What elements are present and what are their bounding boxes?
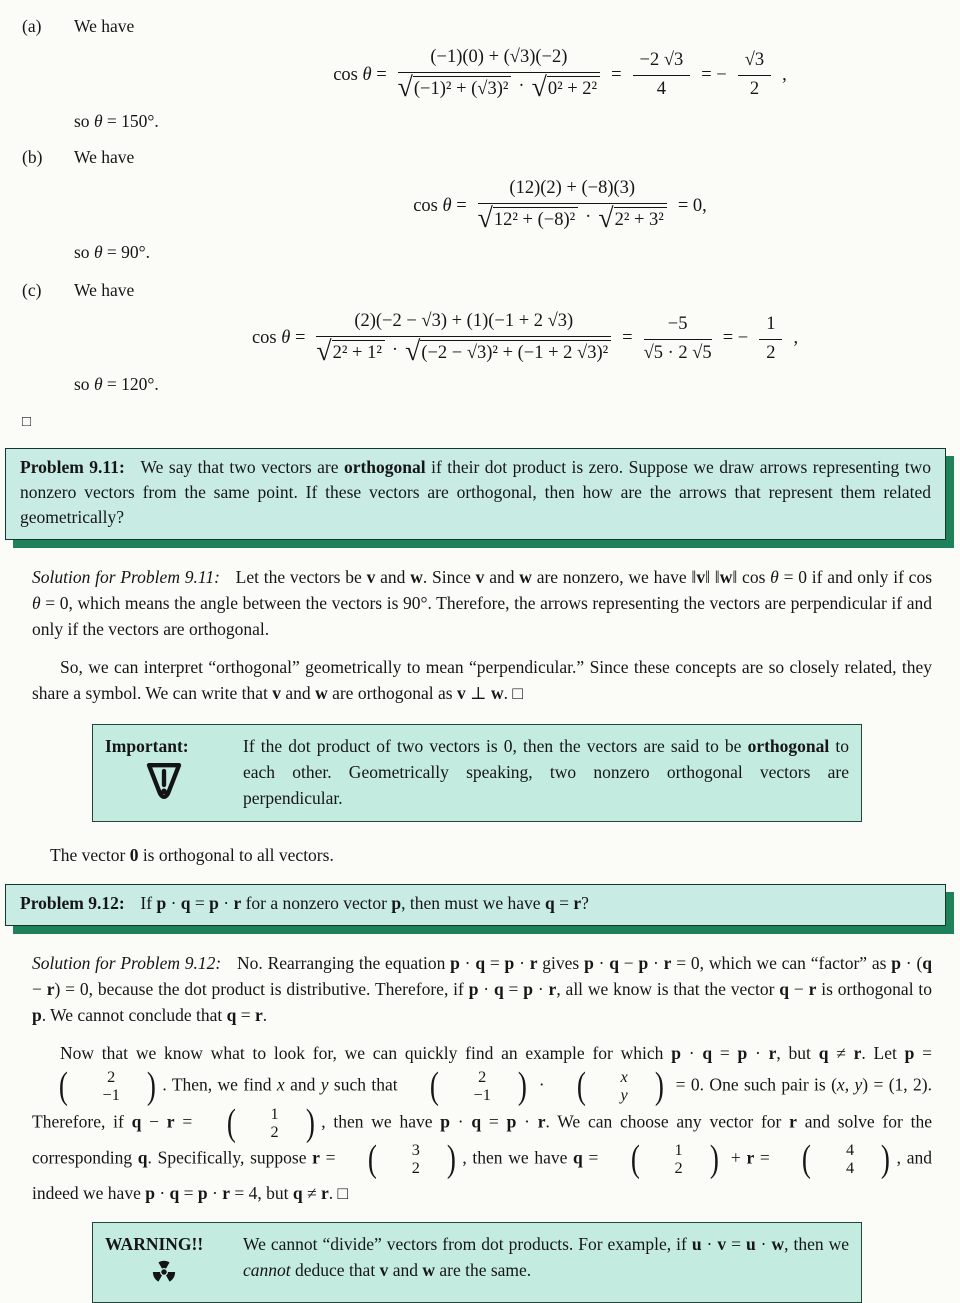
denominator: 2 <box>749 79 760 100</box>
denominator: 4 <box>656 79 667 100</box>
column-vector: ( 2 −1 ) <box>33 1068 161 1104</box>
problem-9-11-box <box>5 448 946 540</box>
numerator: (2)(−2 − √3) + (1)(−1 + 2 √3) <box>316 311 611 337</box>
right-paren-icon: ) <box>517 1065 527 1108</box>
important-label-column <box>105 733 223 811</box>
equation-a-lhs: cos θ = <box>333 64 387 85</box>
equation-b-lhs: cos θ = <box>413 195 467 216</box>
column-vector: ( 1 2 ) <box>605 1141 724 1177</box>
numerator: −5 <box>644 314 712 340</box>
warning-label: WARNING!! <box>105 1233 204 1254</box>
solution-9-12-paragraph-1: Solution for Problem 9.12: No. Rearranging the equation p · q = p · r gives p · q − p · r = 0, which we can “factor” as p · (q − r) = 0, because the dot product is distributive. Therefore, if p · q = p · r, all we know is that the vector q − r is orthogonal to p. We cannot conclude that q = r. <box>32 953 933 1026</box>
part-b-label: (b) <box>22 146 43 167</box>
equation-c-lhs: cos θ = <box>251 328 306 349</box>
equals-sign: = <box>622 328 633 349</box>
radicand: (−1)² + (√3)² <box>413 76 512 104</box>
equation-b-result: = 0, <box>677 195 707 216</box>
part-c-result: so θ = 120°. <box>74 374 159 395</box>
trailing-comma: , <box>793 328 799 349</box>
zero-vector-note: The vector 0 is orthogonal to all vectors. <box>50 845 334 866</box>
left-paren-icon: ( <box>802 1138 812 1180</box>
denominator <box>478 204 667 235</box>
denominator: 2 <box>766 342 776 363</box>
denominator <box>398 73 600 104</box>
part-b-lead: We have <box>74 146 135 167</box>
right-paren-icon: ) <box>709 1138 719 1180</box>
left-paren-icon: ( <box>576 1065 586 1108</box>
right-paren-icon: ) <box>146 1065 156 1108</box>
numerator: (−1)(0) + (√3)(−2) <box>398 47 600 73</box>
trailing-comma: , <box>782 64 787 85</box>
denominator: √5 · 2 √5 <box>643 342 712 363</box>
part-a-label: (a) <box>22 16 42 36</box>
radicand: 12² + (−8)² <box>493 207 578 235</box>
equation-c <box>120 311 930 368</box>
column-vector: ( 1 2 ) <box>201 1105 320 1141</box>
fraction <box>738 50 771 100</box>
denominator <box>316 337 611 368</box>
important-label: Important: <box>105 736 189 757</box>
solution-9-11-paragraph-1: Solution for Problem 9.11: Let the vectors be v and w. Since v and w are nonzero, we have ‖v‖ ‖w‖ cos θ = 0 if and only if cos θ = 0, which means the angle between the vectors is 90°. Therefore, the arrows representing the vectors are perpendicular if and only if the vectors are orthogonal. <box>32 567 933 640</box>
warning-box <box>92 1222 862 1303</box>
part-b <box>0 147 930 171</box>
right-paren-icon: ) <box>446 1138 456 1180</box>
fraction <box>398 47 600 104</box>
part-a-result: so θ = 150°. <box>74 110 159 131</box>
solution-9-12-paragraph-2: Now that we know what to look for, we can quickly find an example for which p · q = p · r, but q ≠ r. Let p = ( 2 −1 ) . Then, we find x and y such that ( 2 −1 ) · ( x y ) = 0. One such pair is (x, y) = (1, 2). Therefore, if q − r = ( 1 2 ) , then we have p · q = p · r. We can choose any vector for r and solve for the corresponding q. Specifically, suppose r = ( 3 2 ) , then we have q = ( 1 2 ) + r = ( 4 4 ) , and indeed we have p · q = p · r = 4, but q ≠ r. □ <box>32 1043 933 1203</box>
sqrt-expression <box>397 72 512 104</box>
left-paren-icon: ( <box>58 1065 68 1108</box>
sqrt-icon: √ <box>405 335 421 367</box>
numerator: (12)(2) + (−8)(3) <box>478 178 667 204</box>
radicand: (−2 − √3)² + (−1 + 2 √3)² <box>420 340 611 368</box>
cdot-operator: · <box>391 339 399 360</box>
part-c-label: (c) <box>22 279 42 300</box>
sqrt-icon: √ <box>598 202 614 234</box>
left-paren-icon: ( <box>429 1065 439 1108</box>
equation-b <box>190 178 930 235</box>
sqrt-expression <box>316 335 385 368</box>
important-body: If the dot product of two vectors is 0, then the vectors are said to be orthogonal to each other. Geometrically speaking, two nonzero orthogonal vectors are perpendicular. <box>243 736 849 809</box>
sqrt-expression <box>405 335 611 368</box>
equation-a <box>190 47 930 104</box>
column-vector: ( x y ) <box>551 1068 669 1104</box>
solution-9-11-paragraph-2: So, we can interpret “orthogonal” geometrically to mean “perpendicular.” Since these concepts are so closely related, they share a symbol. We can write that v and w are orthogonal as v ⊥ w. □ <box>32 657 932 704</box>
radicand: 2² + 1² <box>332 340 385 368</box>
part-c <box>0 280 930 304</box>
important-box <box>92 724 862 822</box>
column-vector: ( 4 4 ) <box>776 1141 895 1177</box>
numerator: 1 <box>759 314 782 340</box>
sqrt-expression <box>477 202 579 235</box>
problem-9-11-text: Problem 9.11: We say that two vectors are orthogonal if their dot product is zero. Suppose we draw arrows representing two nonzero vectors from the same point. If these vectors are orthogonal, then how are the arrows that represent them related geometrically? <box>20 457 931 528</box>
fraction <box>316 311 611 368</box>
radicand: 2² + 3² <box>614 207 667 235</box>
fraction <box>644 314 712 364</box>
part-b-result: so θ = 90°. <box>74 241 151 262</box>
problem-9-12-text: Problem 9.12: If p · q = p · r for a nonzero vector p, then must we have q = r? <box>20 893 589 914</box>
fraction <box>478 178 667 235</box>
left-paren-icon: ( <box>368 1138 378 1180</box>
equals-sign: = <box>611 64 622 85</box>
part-a <box>0 16 930 40</box>
numerator: √3 <box>738 50 771 76</box>
column-vector: ( 3 2 ) <box>342 1141 461 1177</box>
column-vector: ( 2 −1 ) <box>404 1068 532 1104</box>
sqrt-expression <box>598 202 667 235</box>
radiation-icon <box>105 1259 223 1292</box>
right-paren-icon: ) <box>880 1138 890 1180</box>
warning-label-column <box>105 1231 223 1292</box>
cdot-operator: · <box>585 206 592 227</box>
fraction <box>759 314 782 364</box>
cdot-operator: · <box>518 76 525 96</box>
exclamation-icon <box>105 761 223 808</box>
numerator: −2 √3 <box>633 50 691 76</box>
part-a-lead: We have <box>74 16 135 36</box>
part-c-lead: We have <box>74 279 135 300</box>
sqrt-icon: √ <box>316 335 332 367</box>
equals-minus: = − <box>722 328 749 349</box>
sqrt-expression <box>531 72 601 104</box>
sqrt-icon: √ <box>531 72 547 103</box>
radicand: 0² + 2² <box>547 76 600 104</box>
problem-9-12-box <box>5 884 946 926</box>
qed-symbol: □ <box>22 414 32 431</box>
left-paren-icon: ( <box>226 1101 236 1144</box>
right-paren-icon: ) <box>654 1065 664 1108</box>
equals-minus: = − <box>701 64 727 85</box>
sqrt-icon: √ <box>397 72 413 103</box>
sqrt-icon: √ <box>477 202 493 234</box>
left-paren-icon: ( <box>630 1138 640 1180</box>
warning-body: We cannot “divide” vectors from dot products. For example, if u · v = u · w, then we cannot deduce that v and w are the same. <box>243 1233 850 1280</box>
fraction <box>633 50 691 100</box>
right-paren-icon: ) <box>305 1101 315 1144</box>
